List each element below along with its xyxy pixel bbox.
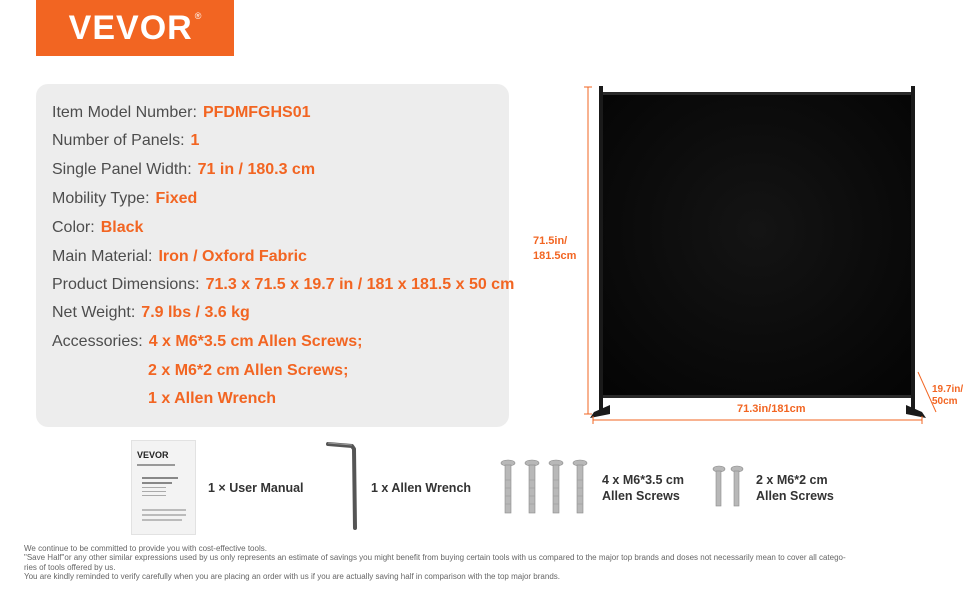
long-screws-label-line: 4 x M6*3.5 cm bbox=[602, 473, 684, 487]
user-manual-label: 1 × User Manual bbox=[208, 481, 304, 495]
logo-text: VEVOR bbox=[68, 8, 193, 47]
short-screws-label-line: 2 x M6*2 cm bbox=[756, 473, 828, 487]
footer-line: "Save Half"or any other similar expressions used by us only represents an estimate of savings you might benefit from buying certain tools with us compared to the major top brands and doses not necessarily mean to cover all catego- bbox=[24, 553, 846, 563]
spec-value: 7.9 lbs / 3.6 kg bbox=[141, 304, 250, 321]
spec-accessory-line: 2 x M6*2 cm Allen Screws; bbox=[148, 362, 349, 379]
depth-dimension-label bbox=[932, 384, 963, 408]
footer-line: ries of tools offered by us. bbox=[24, 562, 116, 572]
spec-row-panels bbox=[52, 131, 199, 151]
room-divider-illustration bbox=[580, 80, 960, 430]
long-screws-icon bbox=[498, 458, 590, 516]
spec-value: Iron / Oxford Fabric bbox=[158, 248, 307, 265]
spec-value: Fixed bbox=[155, 190, 198, 207]
spec-label: Main Material: bbox=[52, 248, 153, 265]
spec-value: Black bbox=[100, 219, 144, 236]
manual-brand: VEVOR bbox=[137, 450, 169, 460]
spec-value: 71 in / 180.3 cm bbox=[197, 161, 316, 178]
spec-label: Mobility Type: bbox=[52, 190, 150, 207]
footer-line: We continue to be committed to provide you with cost-effective tools. bbox=[24, 544, 267, 553]
short-screws-label bbox=[756, 472, 834, 504]
height-label-line: 181.5cm bbox=[533, 250, 577, 262]
spec-row-weight bbox=[52, 303, 250, 323]
registered-mark: ® bbox=[194, 11, 202, 21]
spec-label: Item Model Number: bbox=[52, 104, 197, 121]
spec-label: Product Dimensions: bbox=[52, 276, 200, 293]
spec-value: PFDMFGHS01 bbox=[202, 104, 311, 121]
spec-label: Color: bbox=[52, 219, 95, 236]
fabric-panel bbox=[603, 92, 911, 398]
spec-row-dimensions bbox=[52, 275, 514, 295]
height-dimension-line bbox=[584, 87, 592, 414]
allen-wrench-label: 1 x Allen Wrench bbox=[371, 481, 472, 495]
spec-value: 4 x M6*3.5 cm Allen Screws; bbox=[148, 333, 363, 350]
spec-row-model bbox=[52, 103, 311, 123]
spec-value: 1 bbox=[190, 132, 200, 149]
spec-row-accessories bbox=[52, 332, 362, 352]
footer-disclaimer bbox=[24, 544, 954, 582]
spec-accessory-line: 1 x Allen Wrench bbox=[148, 390, 277, 407]
spec-value: 71.3 x 71.5 x 19.7 in / 181 x 181.5 x 50 cm bbox=[205, 276, 515, 293]
user-manual-image bbox=[131, 440, 196, 535]
short-screws-icon bbox=[710, 464, 746, 508]
long-screws-label-line: Allen Screws bbox=[602, 489, 680, 503]
width-dimension-line bbox=[593, 416, 922, 424]
vevor-logo bbox=[36, 0, 234, 56]
spec-row-mobility bbox=[52, 189, 197, 209]
long-screws-label bbox=[602, 472, 684, 504]
short-screws-label-line: Allen Screws bbox=[756, 489, 834, 503]
height-label-line: 71.5in/ bbox=[533, 235, 568, 247]
spec-row-width bbox=[52, 160, 315, 180]
spec-label: Single Panel Width: bbox=[52, 161, 192, 178]
spec-label: Net Weight: bbox=[52, 304, 136, 321]
footer-line: You are kindly reminded to verify carefully when you are placing an order with us if you are actually saving half in comparison with the top major brands. bbox=[24, 572, 560, 582]
spec-label: Number of Panels: bbox=[52, 132, 185, 149]
allen-wrench-icon bbox=[322, 440, 362, 532]
spec-label: Accessories: bbox=[52, 333, 143, 350]
spec-row-material bbox=[52, 247, 307, 267]
width-dimension-label: 71.3in/181cm bbox=[737, 403, 806, 415]
height-dimension-label bbox=[533, 234, 576, 264]
spec-panel bbox=[36, 84, 515, 427]
depth-label-line: 19.7in/ bbox=[932, 384, 964, 395]
spec-row-color bbox=[52, 218, 143, 238]
depth-label-line: 50cm bbox=[932, 396, 958, 407]
